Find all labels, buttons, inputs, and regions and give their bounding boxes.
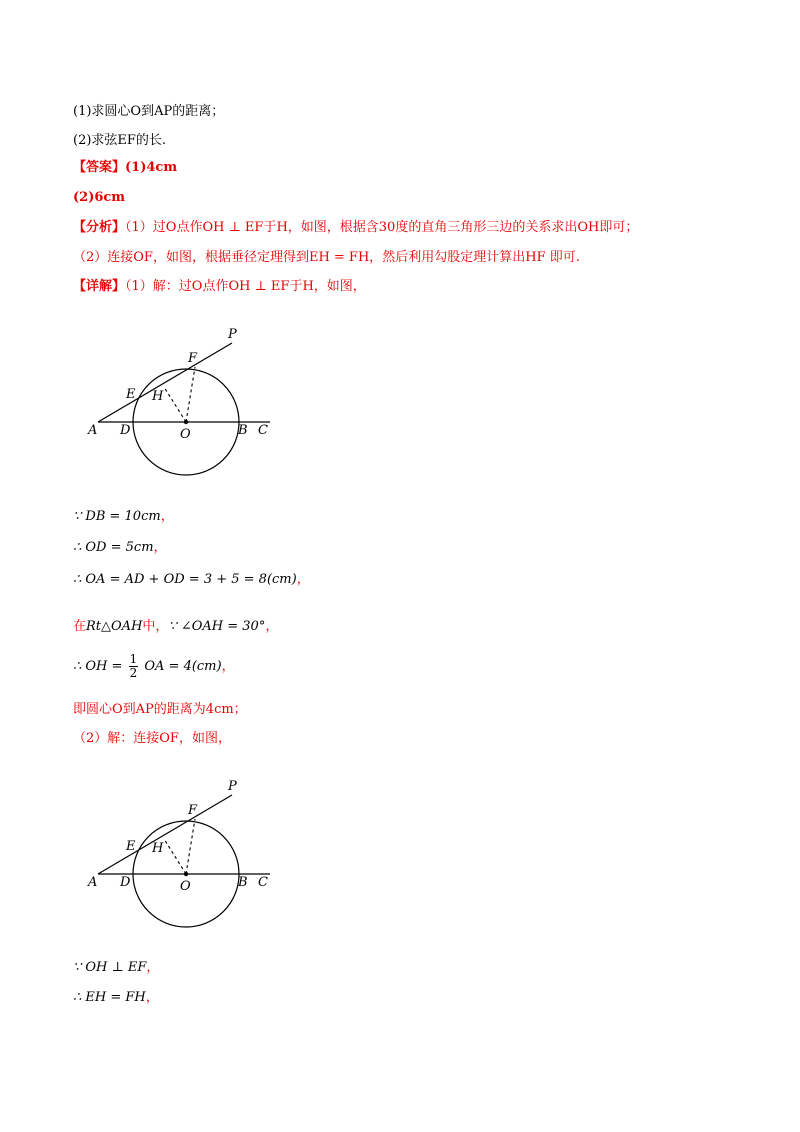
eq6-comma: ， bbox=[146, 960, 160, 975]
fraction-one-half bbox=[129, 653, 139, 680]
eq2-comma: ， bbox=[153, 540, 167, 555]
eq5-right: OA = 4(cm) bbox=[144, 659, 222, 674]
conclusion-1 bbox=[73, 700, 247, 720]
detail-line-1 bbox=[73, 277, 366, 297]
eq6-text: ∵ OH ⊥ EF bbox=[73, 960, 147, 975]
segment-oh bbox=[164, 387, 186, 422]
label-e-2: E bbox=[126, 839, 136, 854]
point-o-2 bbox=[184, 872, 188, 876]
label-d-2: D bbox=[120, 875, 131, 890]
line-ap-2 bbox=[98, 795, 232, 874]
segment-of-2 bbox=[186, 819, 195, 874]
equation-6 bbox=[73, 958, 159, 978]
line-ap bbox=[98, 343, 232, 422]
label-o-2: O bbox=[180, 879, 191, 894]
analysis-line-1 bbox=[73, 218, 638, 238]
label-o: O bbox=[180, 427, 191, 442]
detail-label: 【详解】 bbox=[73, 279, 126, 294]
fraction-numerator: 1 bbox=[129, 652, 138, 666]
answer-2: (2)6cm bbox=[73, 190, 126, 205]
eq4-angle: ∵ ∠OAH = 30° bbox=[168, 619, 266, 634]
part-2-text: （2）解：连接OF，如图， bbox=[73, 731, 231, 746]
label-b: B bbox=[238, 423, 248, 438]
eq3-comma: ， bbox=[296, 572, 310, 587]
eq5-comma: ， bbox=[221, 659, 235, 674]
label-d: D bbox=[120, 423, 131, 438]
eq4-triangle: Rt△OAH bbox=[86, 619, 143, 634]
equation-7 bbox=[73, 988, 159, 1008]
label-f: F bbox=[188, 351, 198, 366]
equation-4 bbox=[73, 617, 278, 637]
answer-line-1 bbox=[73, 158, 177, 178]
equation-2 bbox=[73, 538, 167, 558]
answer-line-2 bbox=[73, 188, 125, 208]
analysis-text-2: （2）连接OF，如图，根据垂径定理得到EH = FH，然后利用勾股定理计算出HF 即可. bbox=[73, 250, 580, 265]
label-c-2: C bbox=[258, 875, 268, 890]
eq3-text: ∴ OA = AD + OD = 3 + 5 = 8(cm) bbox=[73, 572, 297, 587]
analysis-label: 【分析】 bbox=[73, 220, 126, 235]
fraction-denominator: 2 bbox=[129, 666, 138, 680]
analysis-line-2 bbox=[73, 248, 580, 268]
conclusion-text: 即圆心O到AP的距离为4cm； bbox=[73, 702, 247, 717]
question-1-text: (1)求圆心O到AP的距离； bbox=[73, 104, 225, 119]
label-h-2: H bbox=[152, 841, 164, 856]
label-p-2: P bbox=[228, 779, 237, 794]
label-b-2: B bbox=[238, 875, 248, 890]
eq4-comma: ， bbox=[265, 619, 279, 634]
eq4-mid: 中， bbox=[142, 619, 169, 634]
answer-label: 【答案】 bbox=[73, 160, 126, 175]
eq5-left: ∴ OH = bbox=[73, 659, 123, 674]
eq7-comma: ， bbox=[145, 990, 159, 1005]
question-1 bbox=[73, 102, 224, 122]
label-a: A bbox=[88, 423, 98, 438]
label-h: H bbox=[152, 389, 164, 404]
label-e: E bbox=[126, 387, 136, 402]
eq2-text: ∴ OD = 5cm bbox=[73, 540, 154, 555]
eq1-text: ∵ DB = 10cm bbox=[73, 509, 161, 524]
answer-1: (1)4cm bbox=[125, 160, 178, 175]
part-2-heading bbox=[73, 729, 231, 749]
eq1-comma: ， bbox=[160, 509, 174, 524]
eq7-text: ∴ EH = FH bbox=[73, 990, 146, 1005]
eq4-prefix: 在 bbox=[73, 619, 87, 634]
label-p: P bbox=[228, 327, 237, 342]
question-2-text: (2)求弦EF的长. bbox=[73, 133, 167, 148]
equation-5 bbox=[73, 652, 235, 682]
segment-of bbox=[186, 367, 195, 422]
segment-oh-2 bbox=[164, 839, 186, 874]
label-c: C bbox=[258, 423, 268, 438]
geometry-figure-1 bbox=[80, 320, 280, 480]
analysis-text-1: （1）过O点作OH ⊥ EF于H，如图，根据含30度的直角三角形三边的关系求出OH即可； bbox=[125, 220, 639, 235]
label-a-2: A bbox=[88, 875, 98, 890]
equation-1 bbox=[73, 507, 174, 527]
equation-3 bbox=[73, 570, 310, 590]
question-2 bbox=[73, 131, 166, 151]
point-o bbox=[184, 420, 188, 424]
detail-text-1: （1）解：过O点作OH ⊥ EF于H，如图， bbox=[125, 279, 366, 294]
geometry-figure-2 bbox=[80, 772, 280, 932]
label-f-2: F bbox=[188, 803, 198, 818]
